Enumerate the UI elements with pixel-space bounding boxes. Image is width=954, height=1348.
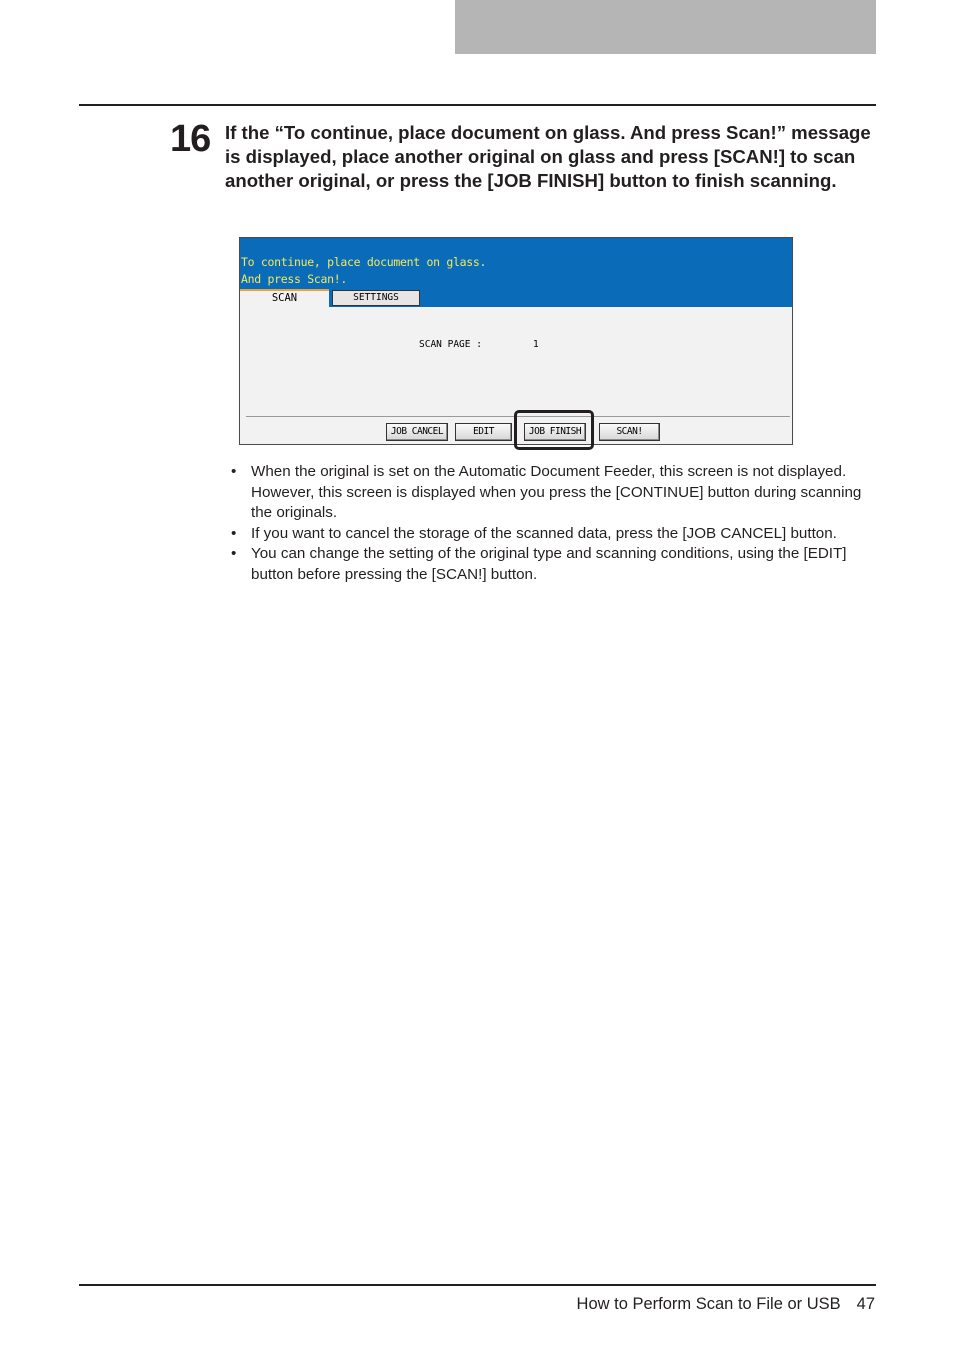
footer-title: How to Perform Scan to File or USB [576,1295,841,1313]
job-finish-highlight [514,410,594,450]
scan-button[interactable]: SCAN! [599,423,660,441]
list-item: • When the original is set on the Automatic Document Feeder, this screen is not displayed. However, this screen is displayed when you press the [CONTINUE] button during scanning the originals. [231,463,862,521]
header-bar [455,0,876,54]
footer [577,1295,875,1314]
notes-list [231,462,876,585]
edit-button[interactable]: EDIT [455,423,512,441]
list-item: • You can change the setting of the original type and scanning conditions, using the [EDIT] button before pressing the [SCAN!] button. [231,545,847,583]
message-line-1: To continue, place document on glass. [241,255,487,269]
scan-page-label: SCAN PAGE : [419,339,482,350]
bottom-rule [79,1284,876,1286]
step-instruction: If the “To continue, place document on glass. And press Scan!” message is displayed, place another original on glass and press [SCAN!] to scan another original, or press the [JOB FINISH] button to finish scanning. [225,122,871,191]
tab-scan[interactable]: SCAN [240,289,329,308]
list-item: • If you want to cancel the storage of the scanned data, press the [JOB CANCEL] button. [231,524,837,542]
message-line-2: And press Scan!. [241,272,347,286]
top-rule [79,104,876,106]
job-finish-button[interactable]: JOB FINISH [524,423,586,441]
scan-page-value: 1 [533,339,539,350]
tab-settings[interactable]: SETTINGS [332,290,420,306]
job-cancel-button[interactable]: JOB CANCEL [386,423,448,441]
page-number: 47 [856,1295,875,1313]
step-number: 16 [170,118,211,160]
